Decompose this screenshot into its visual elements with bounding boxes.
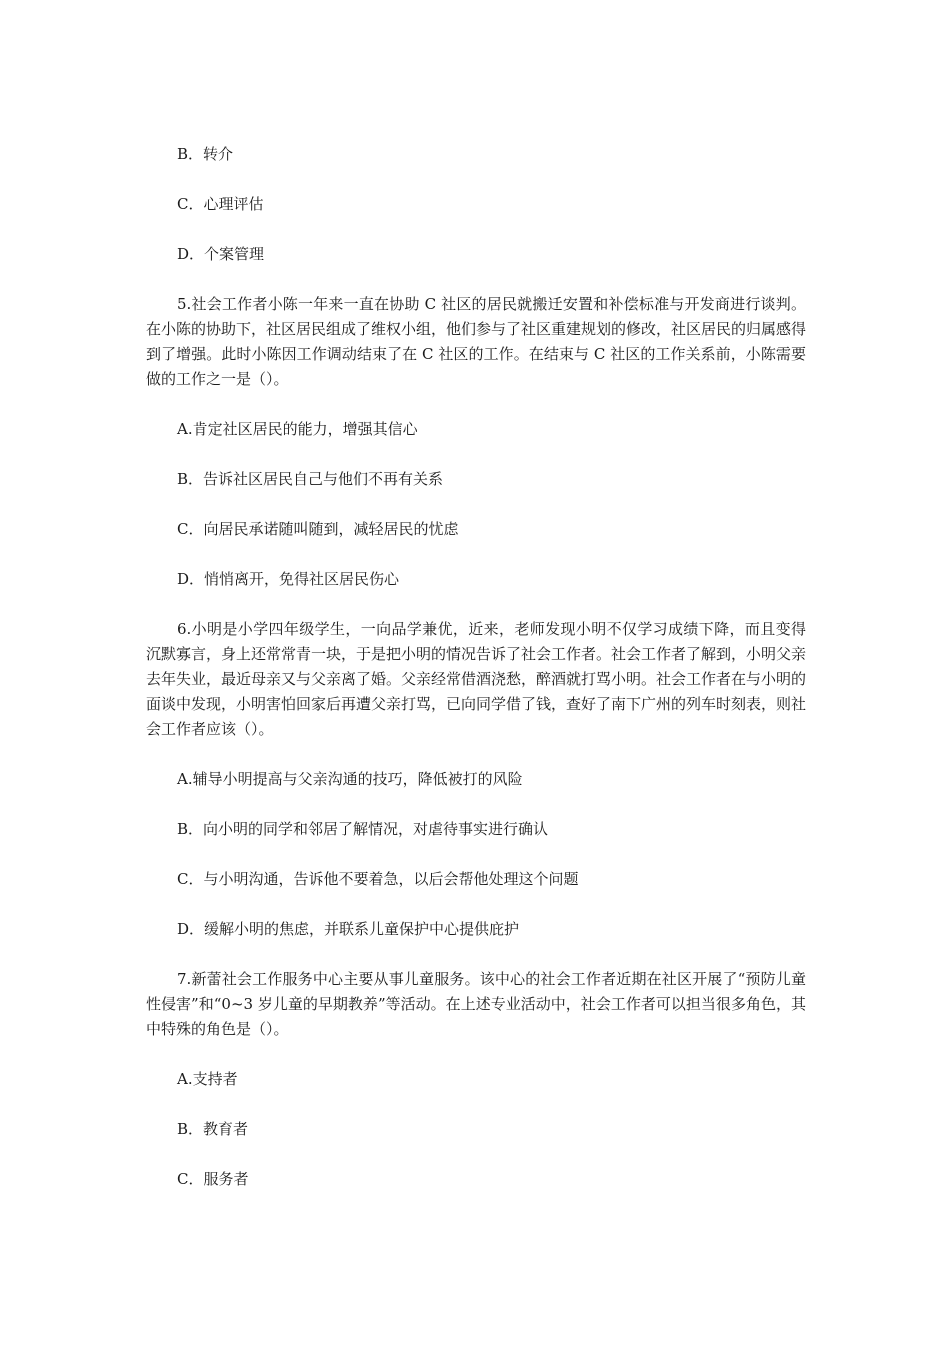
q6-option-b: B．向小明的同学和邻居了解情况，对虐待事实进行确认 bbox=[177, 820, 549, 838]
q7-option-c: C．服务者 bbox=[177, 1170, 249, 1188]
q7-option-b: B．教育者 bbox=[177, 1120, 249, 1138]
q5-stem: 5.社会工作者小陈一年来一直在协助 C 社区的居民就搬迁安置和补偿标准与开发商进行谈判。在小陈的协助下，社区居民组成了维权小组，他们参与了社区重建规划的修改，社区居民的归属感得到了增强。此时小陈因工作调动结束了在 C 社区的工作。在结束与 C 社区的工作关系前，小陈需要做的工作之一是（）。 bbox=[146, 295, 807, 388]
q5-option-c: C．向居民承诺随叫随到，减轻居民的忧虑 bbox=[177, 520, 459, 538]
q5-option-a: A.肯定社区居民的能力，增强其信心 bbox=[177, 420, 418, 438]
q4-option-b: B．转介 bbox=[177, 145, 234, 163]
q6-stem: 6.小明是小学四年级学生，一向品学兼优，近来，老师发现小明不仅学习成绩下降，而且变得沉默寡言，身上还常常青一块，于是把小明的情况告诉了社会工作者。社会工作者了解到，小明父亲去年失业，最近母亲又与父亲离了婚。父亲经常借酒浇愁，醉酒就打骂小明。社会工作者在与小明的面谈中发现，小明害怕回家后再遭父亲打骂，已向同学借了钱，查好了南下广州的列车时刻表，则社会工作者应该（）。 bbox=[146, 620, 807, 738]
q5-option-b: B．告诉社区居民自己与他们不再有关系 bbox=[177, 470, 444, 488]
q6-option-c: C．与小明沟通，告诉他不要着急，以后会帮他处理这个问题 bbox=[177, 870, 579, 888]
q7-stem: 7.新蕾社会工作服务中心主要从事儿童服务。该中心的社会工作者近期在社区开展了“预防儿童性侵害”和“0~3 岁儿童的早期教养”等活动。在上述专业活动中，社会工作者可以担当很多角色，其中特殊的角色是（）。 bbox=[146, 970, 806, 1038]
q6-option-d: D．缓解小明的焦虑，并联系儿童保护中心提供庇护 bbox=[177, 920, 520, 938]
q4-option-d: D．个案管理 bbox=[177, 245, 265, 263]
q5-option-d: D．悄悄离开，免得社区居民伤心 bbox=[177, 570, 400, 588]
q6-option-a: A.辅导小明提高与父亲沟通的技巧，降低被打的风险 bbox=[177, 770, 523, 788]
q4-option-c: C．心理评估 bbox=[177, 195, 264, 213]
q7-option-a: A.支持者 bbox=[177, 1070, 238, 1088]
